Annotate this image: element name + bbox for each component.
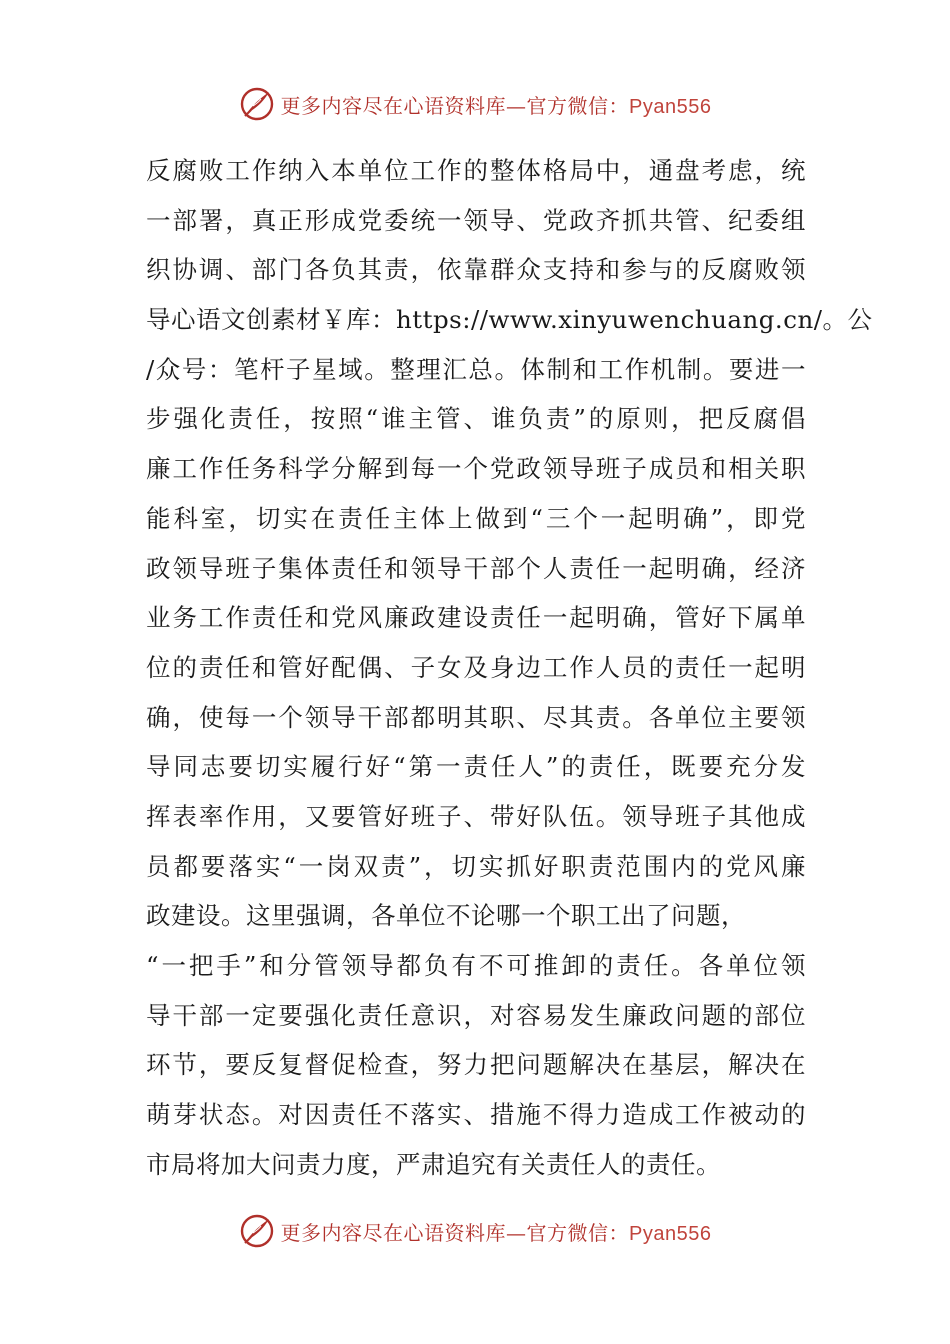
banner-main-text: 更多内容尽在心语资料库 (280, 1220, 507, 1245)
text-line: 织协调、部门各负其责，依靠群众支持和参与的反腐败领 (146, 255, 806, 285)
text-line: 一部署，真正形成党委统一领导、党政齐抓共管、纪委组 (146, 205, 806, 235)
banner-separator: — (506, 93, 527, 118)
text-line: 导心语文创素材￥库：https://www.xinyuwenchuang.cn/。公 (146, 305, 873, 335)
text-line: 员都要落实“一岗双责”，切实抓好职责范围内的党风廉 (146, 851, 806, 881)
banner-text (281, 1217, 712, 1246)
text-line: 位的责任和管好配偶、子女及身边工作人员的责任一起明 (146, 652, 806, 682)
text-line: 挥表率作用，又要管好班子、带好队伍。领导班子其他成 (146, 801, 806, 831)
banner-wechat-label: 官方微信： (526, 93, 630, 118)
text-line: “一把手”和分管领导都负有不可推卸的责任。各单位领 (146, 951, 806, 980)
text-line: 导同志要切实履行好“第一责任人”的责任，既要充分发 (146, 752, 806, 782)
text-line: 环节，要反复督促检查，努力把问题解决在基层，解决在 (146, 1050, 806, 1080)
banner-separator: — (506, 1220, 527, 1245)
quill-circle-icon (239, 1213, 275, 1249)
banner-wechat-id: Pyan556 (629, 95, 712, 118)
text-line: 步强化责任，按照“谁主管、谁负责”的原则，把反腐倡 (146, 404, 806, 434)
text-line: 萌芽状态。对因责任不落实、措施不得力造成工作被动的 (146, 1100, 806, 1130)
text-line: /众号：笔杆子星域。整理汇总。体制和工作机制。要进一 (146, 354, 806, 384)
quill-circle-icon (239, 86, 275, 122)
header-banner (0, 84, 950, 124)
banner-wechat-label: 官方微信： (526, 1220, 630, 1245)
text-line: 确，使每一个领导干部都明其职、尽其责。各单位主要领 (146, 702, 806, 732)
text-line: 政领导班子集体责任和领导干部个人责任一起明确，经济 (146, 553, 806, 583)
banner-main-text: 更多内容尽在心语资料库 (280, 93, 507, 118)
text-line: 导干部一定要强化责任意识，对容易发生廉政问题的部位 (146, 1000, 806, 1030)
text-line: 反腐败工作纳入本单位工作的整体格局中，通盘考虑，统 (146, 156, 806, 185)
text-line: 业务工作责任和党风廉政建设责任一起明确，管好下属单 (146, 603, 806, 633)
document-body (146, 146, 873, 1189)
text-line: 廉工作任务科学分解到每一个党政领导班子成员和相关职 (146, 454, 806, 484)
banner-wechat-id: Pyan556 (629, 1222, 712, 1245)
banner-text (281, 90, 712, 119)
text-line: 政建设。这里强调，各单位不论哪一个职工出了问题， (146, 901, 746, 931)
text-line: 市局将加大问责力度，严肃追究有关责任人的责任。 (146, 1149, 721, 1179)
footer-banner (0, 1211, 950, 1251)
text-line: 能科室，切实在责任主体上做到“三个一起明确”，即党 (146, 503, 806, 533)
